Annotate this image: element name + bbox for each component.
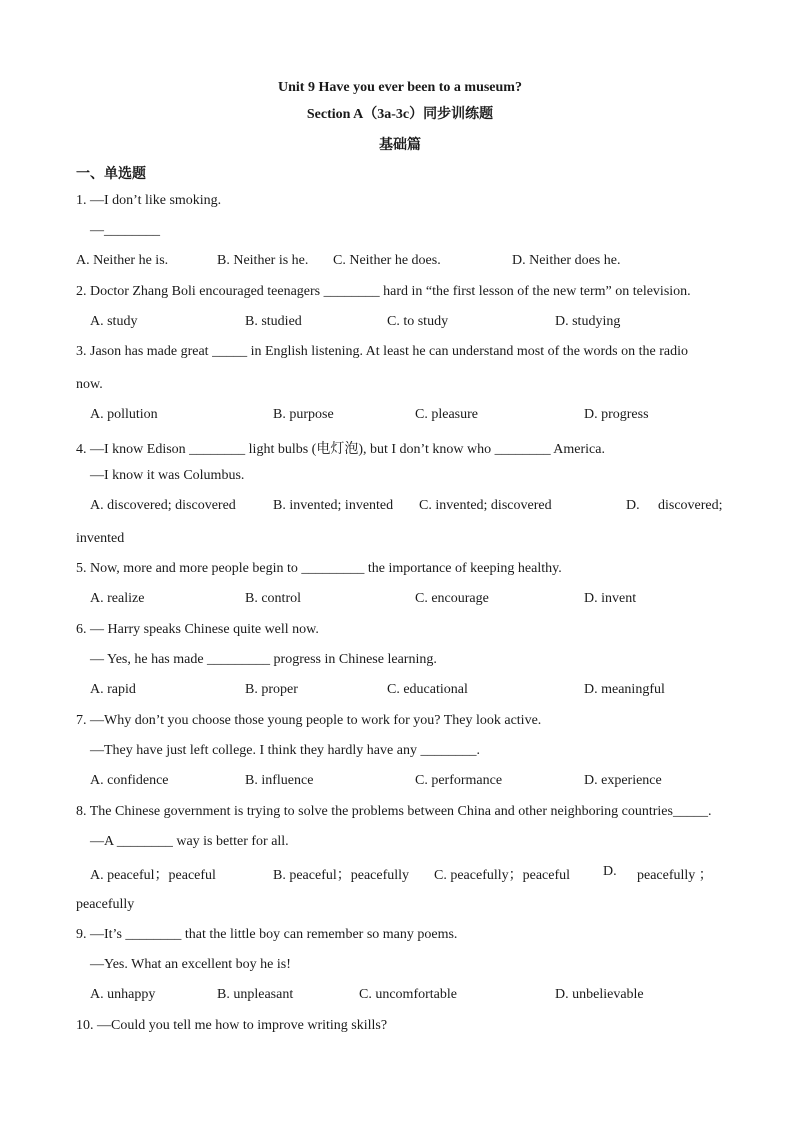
question-4-option-d-part-2: invented: [76, 531, 125, 546]
question-2-option-a: A. study: [90, 314, 138, 329]
question-7-option-a: A. confidence: [90, 773, 169, 788]
question-8-option-b: B. peaceful；peacefully: [273, 868, 410, 883]
question-3-option-c: C. pleasure: [415, 407, 478, 422]
section-title: Section A（3a-3c）同步训练题: [306, 107, 494, 122]
question-4-option-a: A. discovered; discovered: [90, 498, 236, 513]
question-7-option-c: C. performance: [415, 773, 503, 788]
question-7-option-d: D. experience: [584, 773, 662, 788]
question-4-option-d-part-1: discovered;: [658, 498, 723, 513]
question-8-option-c: C. peacefully；peaceful: [434, 868, 571, 883]
question-3-option-d: D. progress: [584, 407, 649, 422]
question-8-option-d-part-2: peacefully: [76, 897, 135, 912]
question-5-stem: 5. Now, more and more people begin to _________ the importance of keeping healthy.: [76, 561, 562, 576]
question-4-option-d-letter: D.: [626, 498, 640, 513]
question-9-option-c: C. uncomfortable: [359, 987, 457, 1002]
unit-title: Unit 9 Have you ever been to a museum?: [278, 80, 522, 95]
question-5-option-a: A. realize: [90, 591, 145, 606]
question-9-option-a: A. unhappy: [90, 987, 156, 1002]
question-6-line-2: — Yes, he has made _________ progress in Chinese learning.: [90, 652, 437, 667]
question-8-option-d-letter: D.: [603, 864, 617, 879]
question-3-line-2: now.: [76, 377, 103, 392]
question-1-line-2: —________: [90, 223, 160, 238]
question-6-option-d: D. meaningful: [584, 682, 665, 697]
question-1-option-a: A. Neither he is.: [76, 253, 169, 268]
question-1-option-b: B. Neither is he.: [217, 253, 309, 268]
question-7-stem: 7. —Why don’t you choose those young people to work for you? They look active.: [76, 713, 542, 728]
question-6-option-a: A. rapid: [90, 682, 136, 697]
question-1-option-c: C. Neither he does.: [333, 253, 441, 268]
question-4-option-b: B. invented; invented: [273, 498, 394, 513]
question-4-option-c: C. invented; discovered: [419, 498, 552, 513]
question-5-option-c: C. encourage: [415, 591, 489, 606]
question-6-stem: 6. — Harry speaks Chinese quite well now.: [76, 622, 319, 637]
question-7-option-b: B. influence: [245, 773, 314, 788]
question-6-option-c: C. educational: [387, 682, 468, 697]
question-7-line-2: —They have just left college. I think they hardly have any ________.: [90, 743, 480, 758]
question-9-stem: 9. —It’s ________ that the little boy can remember so many poems.: [76, 927, 458, 942]
question-6-option-b: B. proper: [245, 682, 298, 697]
question-1-option-d: D. Neither does he.: [512, 253, 621, 268]
question-3-option-a: A. pollution: [90, 407, 158, 422]
question-1-stem: 1. —I don’t like smoking.: [76, 193, 222, 208]
question-9-option-d: D. unbelievable: [555, 987, 644, 1002]
question-3-stem: 3. Jason has made great _____ in English listening. At least he can understand most of the words on the radio: [76, 344, 688, 359]
question-9-line-2: —Yes. What an excellent boy he is!: [90, 957, 291, 972]
question-8-option-a: A. peaceful；peaceful: [90, 868, 216, 883]
section-heading: 一、单选题: [76, 167, 146, 182]
question-10-stem: 10. —Could you tell me how to improve writing skills?: [76, 1018, 388, 1033]
question-8-line-2: —A ________ way is better for all.: [90, 834, 289, 849]
question-5-option-b: B. control: [245, 591, 301, 606]
question-4-line-2: —I know it was Columbus.: [90, 468, 245, 483]
question-2-option-b: B. studied: [245, 314, 302, 329]
question-3-option-b: B. purpose: [273, 407, 334, 422]
question-8-option-d-part-1: peacefully ；: [637, 868, 713, 883]
question-4-stem: 4. —I know Edison ________ light bulbs (电灯泡), but I don’t know who ________ America.: [76, 442, 605, 457]
question-5-option-d: D. invent: [584, 591, 637, 606]
question-2-option-d: D. studying: [555, 314, 621, 329]
question-9-option-b: B. unpleasant: [217, 987, 294, 1002]
level-title: 基础篇: [379, 138, 421, 153]
question-8-stem: 8. The Chinese government is trying to solve the problems between China and other neighboring countries_____.: [76, 804, 712, 819]
question-2-option-c: C. to study: [387, 314, 449, 329]
question-2-stem: 2. Doctor Zhang Boli encouraged teenagers ________ hard in “the first lesson of the new term” on television.: [76, 284, 691, 299]
